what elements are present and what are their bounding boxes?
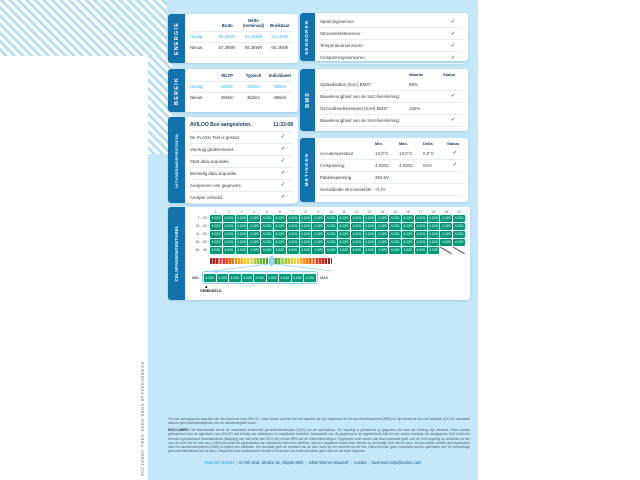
cell-voltage: 4.020 — [249, 224, 259, 228]
cell-voltage: 4.020 — [352, 248, 362, 252]
check-icon: ✓ — [280, 134, 286, 140]
cell-voltage: 4.020 — [301, 240, 310, 244]
check-icon: ✓ — [450, 42, 456, 49]
metingen-card — [315, 138, 468, 202]
cell-voltage: 4.020 — [262, 216, 272, 220]
footer-separator: | — [368, 460, 370, 465]
cell-col-number: 13 — [367, 210, 372, 214]
cell-voltage: 4.020 — [390, 232, 400, 236]
cell-voltage: 4.020 — [352, 240, 362, 244]
protocol-step — [190, 168, 293, 180]
metingen-row-label: Gemiddelde stroomsterkte — [320, 186, 372, 192]
cell-voltage: 4.020 — [275, 224, 285, 228]
delta-value: 0mV — [423, 162, 433, 168]
spread-indicator — [190, 258, 465, 294]
cell-row-label: 1 - 20 — [197, 216, 207, 220]
metingen-row — [320, 160, 463, 172]
spread-cell: 4.020 — [292, 275, 302, 280]
status-check: ✓ — [452, 162, 458, 168]
cell-voltage: 4.020 — [454, 224, 464, 228]
cell-voltage-card — [185, 207, 470, 300]
cell-voltage: 4.020 — [352, 224, 362, 228]
energie-huidig-bruto: 65,5kWh — [214, 31, 240, 42]
energie-nieuw-bruto: 67,3kWh — [214, 42, 240, 53]
delta-value: 0,0°C — [423, 150, 435, 156]
cell-voltage: 4.020 — [390, 224, 400, 228]
cell-col-number: 14 — [380, 210, 385, 214]
spread-cell: 4.020 — [217, 275, 227, 280]
energie-label: ENERGIE — [173, 21, 180, 56]
cell-voltage: 4.020 — [416, 224, 426, 228]
energie-nieuw-netto: 65,3kWh — [240, 42, 266, 53]
energie-table — [190, 17, 293, 53]
cell-voltage: 4.020 — [377, 232, 387, 236]
cell-voltage: 4.020 — [377, 248, 387, 252]
bms-section — [300, 69, 468, 131]
check-icon: ✓ — [450, 30, 456, 37]
col-header-delta: Delta — [423, 141, 433, 146]
protocol-time: 11:33:08 — [273, 122, 293, 128]
bms-label: BMS — [304, 92, 311, 108]
row-label: Huidig: — [190, 31, 214, 42]
min-value: 13,0°C — [375, 150, 389, 156]
protocol-step-label: Analyseren van gegevens. — [190, 182, 242, 188]
cell-voltage: 4.020 — [429, 224, 438, 228]
bereik-label-bar — [168, 69, 185, 112]
spread-strip-cells — [202, 271, 319, 284]
cell-col-number: 9 — [317, 210, 320, 214]
bereik-section — [168, 69, 298, 112]
min-label: MIN. — [192, 275, 200, 280]
cell-voltage: 4.020 — [224, 248, 234, 252]
protocol-card — [185, 117, 298, 203]
cell-voltage: 4.020 — [211, 216, 221, 220]
cell-empty — [440, 247, 452, 254]
cell-voltage: 4.020 — [326, 248, 336, 252]
max-value: 13,0°C — [399, 150, 413, 156]
spread-cell: 4.020 — [255, 275, 265, 280]
cell-voltage: 4.020 — [275, 248, 285, 252]
row-label: Nieuw: — [190, 92, 214, 103]
energie-nieuw-bruikbaar: 65,3kWh — [267, 42, 293, 53]
check-icon: ✓ — [280, 182, 286, 188]
cell-col-number: 6 — [278, 210, 281, 214]
cell-voltage: 4.020 — [326, 216, 336, 220]
col-header-bruto: Bruto — [221, 22, 233, 28]
cell-voltage: 4.020 — [454, 232, 464, 236]
bms-label-bar — [300, 69, 315, 131]
cell-voltage: 4.020 — [301, 248, 310, 252]
protocol-label: UITVOERINGSPROTOCOL — [174, 132, 179, 188]
sensor-label: Celspanningssensoren — [320, 55, 365, 60]
cell-voltage: 4.020 — [441, 240, 451, 244]
energie-card — [185, 14, 298, 63]
col-header-min: Min. — [375, 141, 383, 146]
bereik-label: BEREIK — [173, 76, 180, 105]
cell-voltage: 4.020 — [377, 224, 387, 228]
cell-voltage-label-bar — [168, 207, 185, 300]
cell-voltage: 4.020 — [211, 240, 221, 244]
bereik-huidig-wltp: 440km — [214, 81, 240, 92]
cell-voltage: 4.020 — [262, 248, 272, 252]
cell-row-label: 21 - 40 — [195, 224, 207, 228]
spread-cell: 4.020 — [242, 275, 252, 280]
footer-email-link[interactable]: business.help@aviloo.com — [371, 460, 422, 465]
cell-voltage: 4.020 — [365, 240, 374, 244]
footnote-text: *De hier weergegeven waarden zijn niet berekend door AVILOO, maar komen overeen met de waarden die zijn uitgelezen uit het accubeheersysteem (BMS) en zijn berekend door de fabrikant. AVILOO aanvaardt daarom geen aansprakelijkheid voor de nauwkeurigheid ervan. — [168, 417, 470, 426]
col-header-status: Status — [443, 72, 456, 77]
check-icon: ✓ — [280, 146, 286, 152]
cell-table-row — [190, 223, 465, 230]
protocol-step — [190, 180, 293, 192]
cell-col-number: 2 — [227, 210, 230, 214]
cell-voltage: 4.020 — [313, 216, 323, 220]
bereik-nieuw-typisch: 362km — [240, 92, 266, 103]
cell-table-row — [190, 239, 465, 246]
cell-voltage: 4.020 — [288, 224, 298, 228]
footer-separator: | — [235, 460, 238, 465]
cell-voltage: 4.020 — [416, 216, 426, 220]
protocol-step — [190, 144, 293, 156]
cell-voltage: 4.020 — [365, 216, 374, 220]
cell-col-number: 19 — [444, 210, 449, 214]
bms-value: 100% — [409, 105, 421, 111]
bms-row-label: Nauwkeurigheid van de SoH-berekening: — [320, 117, 401, 123]
cell-row-label: 41 - 60 — [195, 232, 207, 236]
protocol-label-bar — [168, 117, 185, 203]
sensor-row — [320, 52, 463, 64]
sensoren-label-bar — [300, 13, 315, 61]
protocol-step — [190, 132, 293, 144]
cell-col-number: 18 — [431, 210, 436, 214]
cell-voltage: 4.020 — [454, 216, 464, 220]
footer-address: IZ NÖ-Süd, Straße 16, Objekt 69/5 — [239, 460, 304, 465]
protocol-step — [190, 192, 293, 204]
cell-empty — [453, 247, 465, 254]
status-check: ✓ — [452, 150, 458, 156]
cell-voltage: 4.020 — [377, 240, 387, 244]
spread-cell: 4.020 — [205, 275, 215, 280]
cell-voltage: 4.020 — [390, 240, 400, 244]
protocol-step-label: Voertuig gedetecteerd. — [190, 146, 235, 152]
cell-voltage: 4.020 — [249, 248, 259, 252]
energie-section — [168, 14, 298, 63]
cell-voltage: 4.020 — [313, 224, 323, 228]
bms-status: ✓ — [450, 117, 456, 123]
cell-voltage: 4.020 — [403, 232, 413, 236]
cell-voltage: 4.020 — [441, 224, 451, 228]
metingen-label-bar — [300, 138, 315, 202]
max-label: MAX. — [320, 275, 330, 280]
bereik-huidig-individueel: 383km — [267, 81, 293, 92]
cell-table-rows — [190, 215, 465, 254]
cell-col-number: 7 — [291, 210, 294, 214]
average-marker — [200, 285, 465, 294]
cell-voltage: 4.020 — [313, 232, 323, 236]
cell-row-label: 61 - 80 — [195, 240, 207, 244]
cell-voltage-label: CELSPANNINGENTABEL — [174, 225, 179, 282]
spread-marker — [270, 256, 273, 266]
cell-voltage: 4.020 — [301, 224, 310, 228]
cell-voltage: 4.020 — [416, 232, 426, 236]
cell-col-number: 1 — [214, 210, 217, 214]
cell-voltage: 4.020 — [249, 240, 259, 244]
sensor-label: Stroomsterktesensor — [320, 31, 361, 36]
cell-voltage: 4.020 — [211, 248, 221, 252]
protocol-step-label: Analyse voltooid. — [190, 194, 224, 200]
min-value: 394,6V — [375, 174, 389, 180]
protocol-step-label: Start data acquisitie. — [190, 158, 230, 164]
bereik-nieuw-individueel: 396km — [267, 92, 293, 103]
spread-cell: 4.020 — [280, 275, 290, 280]
cell-voltage: 4.020 — [339, 248, 349, 252]
disclaimer-label: DISCLAIMER: — [168, 428, 189, 433]
cell-voltage: 4.020 — [339, 224, 349, 228]
cell-voltage: 4.020 — [403, 224, 413, 228]
sensoren-section — [300, 13, 468, 61]
sensoren-rows — [320, 16, 463, 64]
cell-voltage: 4.020 — [416, 248, 426, 252]
cell-voltage: 4.020 — [441, 232, 451, 236]
footer-separator: | — [305, 460, 307, 465]
metingen-row-label: Accutemperatuur — [320, 150, 354, 156]
cell-voltage: 4.020 — [429, 232, 438, 236]
cell-col-number: 4 — [253, 210, 256, 214]
sensor-row — [320, 40, 463, 52]
row-label: Huidig: — [190, 81, 214, 92]
bms-row-label: Nauwkeurigheid van de SoC-berekening: — [320, 93, 401, 99]
max-value: 4,020V — [399, 162, 413, 168]
cell-voltage: 4.020 — [390, 248, 400, 252]
spread-cell: 4.020 — [230, 275, 240, 280]
cell-voltage: 4.020 — [301, 216, 310, 220]
cell-voltage: 4.020 — [429, 216, 438, 220]
spread-cell: 4.020 — [267, 275, 277, 280]
cell-voltage: 4.020 — [262, 232, 272, 236]
cell-voltage: 4.020 — [429, 248, 438, 252]
cell-voltage: 4.020 — [365, 248, 374, 252]
protocol-step-label: Beëindig data acquisitie. — [190, 170, 238, 176]
cell-voltage: 4.020 — [326, 224, 336, 228]
cell-voltage: 4.020 — [262, 240, 272, 244]
cell-col-number: 8 — [304, 210, 307, 214]
cell-voltage: 4.020 — [288, 248, 298, 252]
cell-voltage: 4.020 — [365, 232, 374, 236]
col-header-max: Max. — [399, 141, 408, 146]
protocol-header-row — [190, 120, 293, 132]
cell-voltage-section — [168, 207, 470, 300]
cell-voltage: 4.020 — [288, 240, 298, 244]
check-icon: ✓ — [280, 194, 286, 200]
cell-voltage: 4.020 — [429, 240, 438, 244]
cell-voltage: 4.020 — [237, 224, 246, 228]
disclaimer-paragraph — [168, 428, 470, 453]
row-label: Nieuw: — [190, 42, 214, 53]
cell-voltage: 4.020 — [224, 240, 234, 244]
cell-voltage: 4.020 — [275, 240, 285, 244]
energie-huidig-bruikbaar: 63,2kWh — [267, 31, 293, 42]
cell-voltage: 4.020 — [237, 216, 246, 220]
average-label: GEMIDDELD — [200, 289, 222, 293]
cell-table-row — [190, 247, 465, 254]
cell-voltage: 4.020 — [339, 232, 349, 236]
col-header-status: Status — [447, 141, 460, 146]
cell-col-number: 11 — [342, 210, 346, 214]
bereik-table — [190, 72, 293, 103]
cell-col-number: 12 — [354, 210, 359, 214]
legal-text-block — [168, 417, 470, 456]
spread-cell: 4.020 — [305, 275, 315, 280]
bms-row — [320, 115, 463, 127]
cell-voltage: 4.020 — [339, 216, 349, 220]
metingen-row-label: Celspanning — [320, 162, 345, 168]
bms-rows — [320, 79, 463, 127]
cell-voltage: 4.020 — [454, 240, 464, 244]
sensor-row — [320, 28, 463, 40]
bms-status: ✓ — [450, 93, 456, 99]
sensoren-label: SENSOREN — [305, 19, 310, 55]
cell-voltage: 4.020 — [313, 248, 323, 252]
footer-company: AVILOO GmbH — [204, 460, 234, 465]
bms-value: 89% — [409, 81, 418, 87]
footer-separator: | — [350, 460, 352, 465]
cell-voltage: 4.020 — [403, 248, 413, 252]
metingen-row — [320, 172, 463, 184]
check-icon: ✓ — [450, 54, 456, 61]
cell-voltage: 4.020 — [416, 240, 426, 244]
col-header-individueel: Individueel — [268, 73, 291, 78]
bms-row — [320, 91, 463, 103]
cell-col-number: 5 — [266, 210, 269, 214]
cell-voltage: 4.020 — [352, 216, 362, 220]
spread-gradient-bar — [210, 258, 332, 264]
col-header-bruikbaar: Bruikbaar — [270, 22, 290, 28]
col-header-waarde: Waarde — [409, 72, 424, 77]
cell-col-number: 16 — [405, 210, 410, 214]
cell-voltage: 4.020 — [249, 216, 259, 220]
cell-row-label: 81 - 98 — [195, 248, 207, 252]
spread-strip-row — [192, 271, 465, 284]
cell-voltage: 4.020 — [237, 232, 246, 236]
report-uuid: 90C1D88C-F8E5-46D6-86D3-6F238D48BEA9 — [140, 361, 145, 476]
cell-voltage: 4.020 — [441, 216, 451, 220]
cell-voltage: 4.020 — [326, 232, 336, 236]
cell-voltage: 4.020 — [249, 232, 259, 236]
cell-voltage: 4.020 — [403, 216, 413, 220]
metingen-rows — [320, 148, 463, 196]
col-header-typisch: Typisch — [245, 73, 262, 78]
energie-huidig-netto: 63,2kWh — [240, 31, 266, 42]
check-icon: ✓ — [450, 18, 456, 25]
cell-voltage: 4.020 — [365, 224, 374, 228]
cell-voltage: 4.020 — [262, 224, 272, 228]
sensor-row — [320, 16, 463, 28]
cell-table-row — [190, 231, 465, 238]
cell-voltage: 4.020 — [339, 240, 349, 244]
col-header-netto: Netto (nominaal) — [242, 18, 265, 28]
check-icon: ✓ — [280, 170, 286, 176]
cell-col-number: 3 — [240, 210, 243, 214]
cell-voltage: 4.020 — [288, 216, 298, 220]
bms-row-label: Gezondheidstoestand (SoH) BMS*: — [320, 105, 390, 111]
protocol-steps — [190, 132, 293, 204]
bms-row-label: Oplaadstatus (SoC) BMS*: — [320, 81, 373, 87]
col-header-wltp: WLTP — [221, 73, 233, 78]
cell-col-number: 17 — [418, 210, 423, 214]
corner-stripes-decoration — [0, 0, 167, 56]
cell-voltage: 4.020 — [275, 216, 285, 220]
footer — [148, 460, 478, 465]
bms-card — [315, 69, 468, 131]
bereik-huidig-typisch: 350km — [240, 81, 266, 92]
disclaimer-text: Het testresultaat omvat de momenteel berekende gezondheidstoestand (SoH) van de aandrijfaccu. De bepaling is gebaseerd op gegevens die door het voertuig zijn verstrekt. Deze worden geëvalueerd door de algoritmen van AVILOO met behulp van statistische en analytische modellen. Manipulatie van de gegevens in de regeleenheid leidt tot een onjuist resultaat. De aangegeven SoH heeft een technisch geïnduceerd fluctuatiebereik (afwijking) van niet meer dan 3% in ten minste 95% van de referentiemetingen. Opgemerkt moet worden dat deze tolerantie geldt voor de SoH-bepaling op celniveau en niet voor de SoH van de hele accu. Dit komt omdat de oplaadstatus van individuele cellen kan variëren, wat een negatieve invloed kan hebben op de huidige SoH van de accu. Dit kan echter worden gecompenseerd door het accubeheersysteem (BMS) of tijdens een kalibratie. Het resultaat geeft de toestand van de accu weer op het moment van de test. Hieruit kunnen geen conclusies worden getrokken over de toekomstige gezondheidstoestand van de accu. Uitspraken over mechanische schade of invloeden van buitenaf maken geen deel uit van deze diagnose. — [168, 428, 471, 454]
cell-col-number: 10 — [329, 210, 334, 214]
cell-voltage: 4.020 — [301, 232, 310, 236]
protocol-step — [190, 156, 293, 168]
cell-voltage: 4.020 — [211, 232, 221, 236]
bms-row — [320, 103, 463, 115]
protocol-section — [168, 117, 298, 203]
cell-voltage: 4.020 — [275, 232, 285, 236]
average-pointer-icon: ▲ — [204, 284, 209, 289]
cell-col-number: 20 — [457, 210, 462, 214]
metingen-label: METINGEN — [305, 153, 310, 187]
sensor-label: Temperatuursensoren — [320, 43, 363, 48]
min-value: -0,7A — [375, 186, 386, 192]
cell-voltage: 4.020 — [224, 224, 234, 228]
cell-voltage: 4.020 — [224, 216, 234, 220]
cell-col-number: 15 — [393, 210, 398, 214]
energie-label-bar — [168, 14, 185, 63]
cell-table-row — [190, 215, 465, 222]
min-value: 4,020V — [375, 162, 389, 168]
footer-country: Austria — [353, 460, 367, 465]
cell-voltage: 4.020 — [403, 240, 413, 244]
metingen-section — [300, 138, 468, 202]
protocol-header: AVILOO Box aangesloten. — [190, 122, 252, 128]
cell-voltage: 4.020 — [313, 240, 323, 244]
cell-voltage: 4.020 — [237, 248, 246, 252]
bereik-card — [185, 69, 298, 112]
footer-city: 2355 Wiener Neudorf — [308, 460, 349, 465]
bereik-nieuw-wltp: 455km — [214, 92, 240, 103]
cell-voltage: 4.020 — [390, 216, 400, 220]
sensoren-card — [315, 13, 468, 61]
cell-voltage: 4.020 — [377, 216, 387, 220]
metingen-row — [320, 184, 463, 196]
metingen-row-label: Pakketspanning — [320, 174, 352, 180]
cell-voltage: 4.020 — [237, 240, 246, 244]
protocol-step-label: De FLASH Test is gestart. — [190, 134, 241, 140]
sensor-label: Spanningssensor — [320, 19, 354, 24]
metingen-row — [320, 148, 463, 160]
cell-voltage: 4.020 — [326, 240, 336, 244]
cell-voltage: 4.020 — [288, 232, 298, 236]
cell-voltage: 4.020 — [211, 224, 221, 228]
cell-voltage: 4.020 — [224, 232, 234, 236]
cell-voltage: 4.020 — [352, 232, 362, 236]
bms-row — [320, 79, 463, 91]
check-icon: ✓ — [280, 158, 286, 164]
